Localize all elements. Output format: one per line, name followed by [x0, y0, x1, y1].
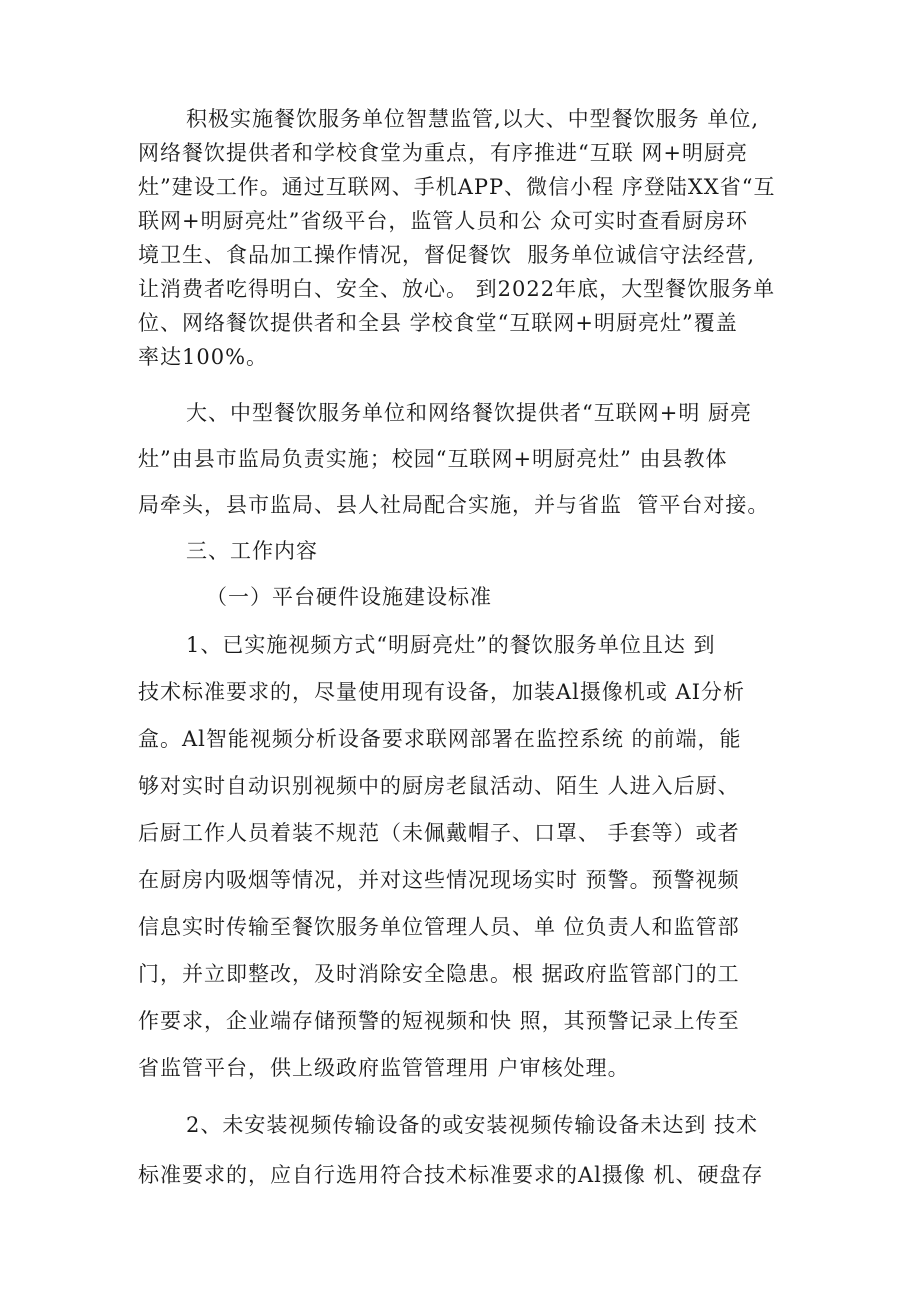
paragraph-1-line-2: 网络餐饮提供者和学校食堂为重点，有序推进“互联 网+明厨亮 [138, 141, 749, 165]
item-1-line-10: 省监管平台，供上级政府监管管理用 户审核处理。 [138, 1056, 630, 1080]
item-1-line-7: 信息实时传输至餐饮服务单位管理人员、单 位负责人和监管部 [138, 915, 740, 939]
item-1-line-3: 盒。Al智能视频分析设备要求联网部署在监控系统 的前端，能 [138, 727, 742, 751]
paragraph-1-line-1: 积极实施餐饮服务单位智慧监管,以大、中型餐饮服务 单位, [186, 107, 760, 131]
paragraph-2-line-3: 局牵头，县市监局、县人社局配合实施，并与省监 管平台对接。 [138, 493, 770, 517]
paragraph-1-line-4: 联网+明厨亮灶”省级平台，监管人员和公 众可实时查看厨房环 [138, 209, 749, 233]
paragraph-1-line-8: 率达100%。 [138, 345, 269, 369]
paragraph-1-line-6: 让消费者吃得明白、安全、放心。 到2022年底，大型餐饮服务单 [138, 277, 776, 301]
paragraph-1-line-7: 位、网络餐饮提供者和全县 学校食堂“互联网+明厨亮灶”覆盖 [138, 311, 738, 335]
paragraph-2-line-1: 大、中型餐饮服务单位和网络餐饮提供者“互联网+明 厨亮 [186, 401, 753, 425]
item-1-line-1: 1、已实施视频方式“明厨亮灶”的餐饮服务单位且达 到 [186, 633, 716, 657]
section-heading: 三、工作内容 [186, 539, 318, 563]
subsection-heading: （一）平台硬件设施建设标准 [206, 585, 492, 609]
paragraph-1-line-5: 境卫生、食品加工操作情况，督促餐饮 服务单位诚信守法经营, [138, 243, 756, 267]
item-1-line-8: 门，并立即整改，及时消除安全隐患。根 据政府监管部门的工 [138, 962, 740, 986]
item-1-line-2: 技术标准要求的，尽量使用现有设备，加装Al摄像机或 AI分析 [138, 680, 746, 704]
item-1-line-6: 在厨房内吸烟等情况，并对这些情况现场实时 预警。预警视频 [138, 868, 740, 892]
item-1-line-9: 作要求，企业端存储预警的短视频和快 照，其预警记录上传至 [138, 1009, 740, 1033]
paragraph-1-line-3: 灶”建设工作。通过互联网、手机APP、微信小程 序登陆XX省“互 [138, 175, 776, 199]
paragraph-2-line-2: 灶”由县市监局负责实施；校园“互联网+明厨亮灶” 由县教体 [138, 447, 728, 471]
item-2-line-1: 2、未安装视频传输设备的或安装视频传输设备未达到 技术 [186, 1113, 759, 1137]
item-1-line-4: 够对实时自动识别视频中的厨房老鼠活动、陌生 人进入后厨、 [138, 774, 740, 798]
item-2-line-2: 标准要求的，应自行选用符合技术标准要求的Al摄像 机、硬盘存 [138, 1163, 764, 1187]
item-1-line-5: 后厨工作人员着装不规范（未佩戴帽子、口罩、 手套等）或者 [138, 821, 740, 845]
